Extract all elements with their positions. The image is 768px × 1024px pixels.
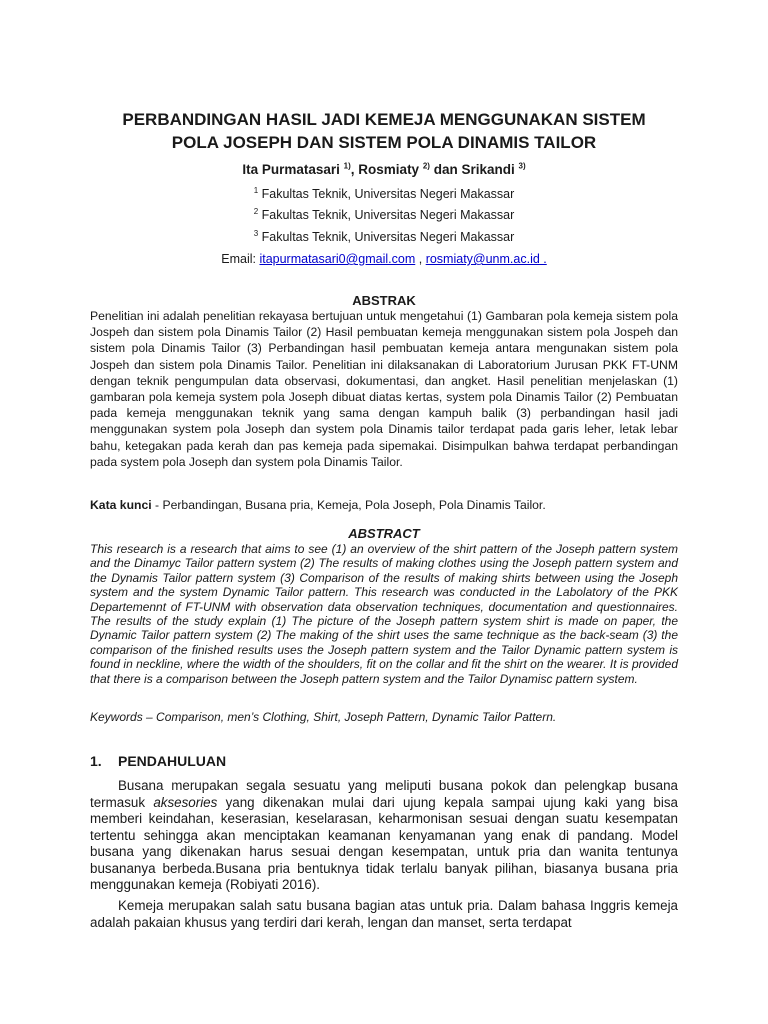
section-title: PENDAHULUAN	[118, 753, 227, 769]
email-label: Email:	[221, 252, 260, 266]
email-link-1[interactable]: itapurmatasari0@gmail.com	[259, 252, 416, 266]
author-1-sup: 1)	[343, 161, 351, 171]
body-paragraph-2: Kemeja merupakan salah satu busana bagian atas untuk pria. Dalam bahasa Inggris kemeja adalah pakaian khusus yang terdiri dari kerah, lengan dan manset, serta terdapat	[90, 898, 678, 930]
title-line-1: PERBANDINGAN HASIL JADI KEMEJA MENGGUNAKAN SISTEM	[122, 110, 646, 129]
affiliation-1-sup: 1	[253, 185, 259, 195]
p1-before: Busana merupakan segala sesuatu yang meliputi busana pokok dan pelengkap busana termasuk	[90, 778, 678, 810]
abstract-heading: ABSTRACT	[348, 526, 420, 541]
kata-kunci-label: Kata kunci	[90, 498, 152, 512]
affiliation-2-text: Fakultas Teknik, Universitas Negeri Makassar	[261, 208, 515, 222]
author-sep-1: ,	[350, 162, 359, 177]
email-link-2[interactable]: rosmiaty@unm.ac.id .	[425, 252, 547, 266]
title-line-2: POLA JOSEPH DAN SISTEM POLA DINAMIS TAILOR	[171, 133, 597, 152]
paper-title	[0, 108, 768, 154]
p1-italic: aksesories	[153, 794, 218, 810]
kata-kunci-text: - Perbandingan, Busana pria, Kemeja, Pola Joseph, Pola Dinamis Tailor.	[151, 498, 546, 512]
section-heading	[90, 752, 226, 770]
email-sep: ,	[415, 252, 426, 266]
author-3: Srikandi	[461, 162, 515, 177]
affiliation-1	[0, 186, 768, 202]
author-list	[0, 161, 768, 179]
author-3-sup: 3)	[518, 161, 526, 171]
author-sep-2: dan	[429, 162, 462, 177]
affiliation-2	[0, 207, 768, 223]
body-paragraph-1	[90, 778, 678, 894]
abstract-text: This research is a research that aims to see (1) an overview of the shirt pattern of the Joseph pattern system and the Dinamyc Tailor pattern system (2) The results of making clothes using the Joseph pattern system and the Dynamis Tailor pattern system (3) Comparison of the results of making shirts between using the Joseph system and the system Dynamic Tailor pattern. This research was conducted in the Labolatory of the PKK Departemennt of FT-UNM with observation data observation techniques, documentation and questionnaires. The results of the study explain (1) The picture of the Joseph pattern system shirt is made on paper, the Dynamic Tailor pattern system (2) The making of the shirt uses the same technique as the back-seam (3) the comparison of the finished results uses the Joseph pattern system and the Tailor Dynamic pattern system is found in neckline, where the width of the shoulders, fit on the collar and fit the shirt on the wearer. It is provided that there is a comparison between the Joseph pattern system and the Tailor Dynamisc pattern system.	[90, 542, 678, 686]
author-2-sup: 2)	[422, 161, 430, 171]
affiliation-3-sup: 3	[253, 228, 259, 238]
author-2: Rosmiaty	[358, 162, 420, 177]
email-line	[0, 251, 768, 267]
affiliation-2-sup: 2	[253, 206, 259, 216]
author-1: Ita Purmatasari	[242, 162, 340, 177]
affiliation-3-text: Fakultas Teknik, Universitas Negeri Makassar	[261, 230, 515, 244]
abstrak-text: Penelitian ini adalah penelitian rekayasa bertujuan untuk mengetahui (1) Gambaran pola kemeja sistem pola Jospeh dan sistem pola Dinamis Tailor (2) Hasil pembuatan kemeja menggunakan sistem pola Jospeh dan sistem pola Dinamis Tailor (3) Perbandingan hasil pembuatan kemeja antara mengunakan sistem pola Jospeh dan sistem pola Dinamis Tailor. Penelitian ini dilaksanakan di Laboratorium Jurusan PKK FT-UNM dengan teknik pengumpulan data observasi, dokumentasi, dan angket. Hasil penelitian menjelaskan (1) gambaran pola kemeja system pola Joseph dibuat diatas kertas, system pola Dinamis Tailor (2) Pembuatan pada kemeja menggunakan teknik yang sama dengan kampuh balik (3) perbandingan hasil jadi menggunakan system pola Joseph dan system pola Dinamis tailor terdapat pada garis leher, letak lebar bahu, ketegakan pada kerah dan pas kemeja pada sipemakai. Disimpulkan bahwa terdapat perbandingan pada system pola Joseph dan system pola Dinamis Tailor.	[90, 309, 678, 469]
affiliation-3	[0, 229, 768, 245]
abstrak-heading: ABSTRAK	[352, 293, 416, 308]
kata-kunci	[90, 497, 678, 513]
english-keywords: Keywords – Comparison, men’s Clothing, Shirt, Joseph Pattern, Dynamic Tailor Pattern.	[90, 710, 557, 724]
section-number: 1.	[90, 753, 102, 769]
p1-after: yang dikenakan mulai dari ujung kepala sampai ujung kaki yang bisa memberi keindahan, keserasian, keselarasan, keharmonisan sesuai dengan suatu kesempatan tertentu sehingga akan menciptakan keamanan kenyamanan yang enak di pandang. Model busana yang dikenakan harus sesuai dengan kesempatan, untuk pria dan wanita tentunya busananya berbeda.Busana pria bentuknya tidak terlalu banyak pilihan, biasanya busana pria menggunakan kemeja (Robiyati 2016).	[90, 794, 678, 892]
affiliation-1-text: Fakultas Teknik, Universitas Negeri Makassar	[261, 187, 515, 201]
